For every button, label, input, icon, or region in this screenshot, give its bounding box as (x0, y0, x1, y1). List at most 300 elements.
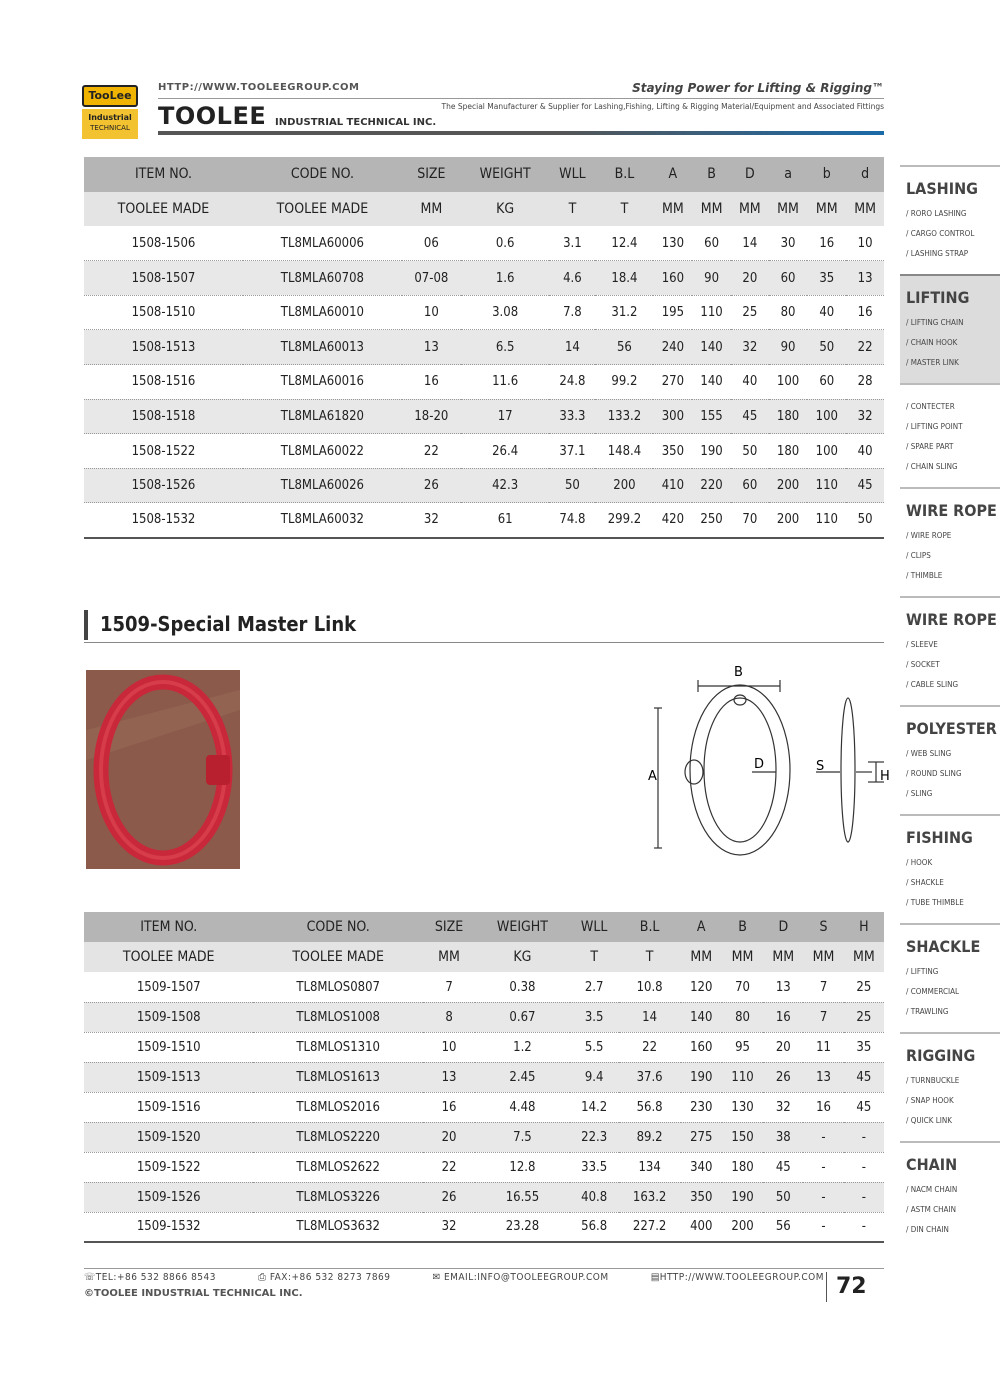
table-cell: 61 (461, 503, 550, 538)
table-cell: 1508-1532 (84, 503, 243, 538)
table-cell: 100 (807, 434, 846, 469)
column-header: d (861, 166, 870, 183)
table-cell: - (803, 1152, 843, 1182)
column-header: B (707, 166, 716, 183)
dim-label-h: H (880, 769, 890, 784)
table-row (84, 261, 884, 296)
column-header: S (819, 919, 828, 935)
column-header: b (822, 166, 831, 183)
table-cell: 70 (731, 503, 769, 538)
table-row (84, 1092, 884, 1122)
table-cell: 95 (722, 1032, 763, 1062)
table-cell: - (803, 1212, 843, 1242)
column-unit: T (590, 948, 599, 965)
table-row (84, 1002, 884, 1032)
table-cell: 1508-1526 (84, 468, 243, 503)
column-unit: MM (690, 948, 713, 965)
special-master-link-table-1509 (84, 912, 884, 1243)
column-unit: MM (438, 948, 460, 965)
table-cell: 11 (803, 1032, 843, 1062)
dim-label-s: S (816, 759, 825, 774)
table-cell: 140 (692, 330, 731, 365)
footer-divider (84, 1268, 884, 1269)
table-cell: 56.8 (570, 1212, 619, 1242)
column-header: SIZE (434, 919, 464, 935)
table-cell: 1508-1516 (84, 365, 243, 400)
table-cell: TL8MLA60022 (243, 434, 402, 469)
table-cell: 26 (402, 468, 461, 503)
table-cell: 80 (722, 1002, 763, 1032)
table-cell: 56 (763, 1212, 803, 1242)
sidebar-category[interactable] (900, 383, 1000, 487)
column-unit: T (645, 948, 654, 965)
table-cell: 99.2 (595, 365, 653, 400)
table-cell: 1508-1513 (84, 330, 243, 365)
table-cell: 14.2 (570, 1092, 619, 1122)
table-cell: 40 (846, 434, 884, 469)
table-cell: TL8MLA60010 (243, 295, 402, 330)
table-cell: - (844, 1182, 884, 1212)
column-unit: TOOLEE MADE (276, 200, 369, 217)
table-cell: 110 (692, 295, 731, 330)
sidebar-item[interactable]: / SLING (906, 789, 933, 798)
sidebar-category-title[interactable]: RIGGING (906, 1046, 976, 1065)
dim-label-b: B (734, 665, 743, 680)
table-cell: 10 (423, 1032, 475, 1062)
table-cell: 110 (722, 1062, 763, 1092)
master-link-diagram (630, 660, 900, 870)
column-header: B (738, 919, 747, 935)
table-cell: 0.6 (461, 226, 550, 261)
table-cell: 220 (692, 468, 731, 503)
table-cell: 180 (769, 434, 808, 469)
header-accent-bar (158, 131, 884, 135)
table-cell: 26 (423, 1182, 475, 1212)
product-photo (86, 670, 240, 869)
dim-label-d: D (754, 757, 765, 772)
table-cell: 45 (846, 468, 884, 503)
page-number: 72 (836, 1274, 867, 1299)
table-cell: 42.3 (461, 468, 550, 503)
table-cell: 25 (844, 972, 884, 1002)
table-cell: 50 (731, 434, 769, 469)
table-cell: 56 (595, 330, 653, 365)
table-cell: 100 (769, 365, 808, 400)
table-cell: TL8MLOS3632 (253, 1212, 422, 1242)
table-cell: 90 (769, 330, 808, 365)
table-cell: TL8MLA60016 (243, 365, 402, 400)
table-cell: 130 (653, 226, 692, 261)
table-cell: 200 (722, 1212, 763, 1242)
table-cell: 32 (763, 1092, 803, 1122)
column-unit: MM (854, 200, 876, 217)
table-cell: 1508-1522 (84, 434, 243, 469)
sidebar-category[interactable] (900, 1032, 1000, 1141)
table-cell: 33.3 (549, 399, 595, 434)
sidebar-category-title[interactable]: POLYESTER (906, 719, 997, 738)
table-row (84, 330, 884, 365)
sidebar-item[interactable]: / TUBE THIMBLE (906, 898, 964, 907)
table-row (84, 972, 884, 1002)
table-cell: 25 (844, 1002, 884, 1032)
table-cell: 13 (803, 1062, 843, 1092)
sidebar-item[interactable]: / CHAIN HOOK (906, 338, 958, 347)
table-cell: 16 (763, 1002, 803, 1032)
column-unit: MM (420, 200, 443, 217)
table-cell: 35 (807, 261, 846, 296)
header-url[interactable]: HTTP://WWW.TOOLEEGROUP.COM (158, 82, 360, 93)
table-cell: 45 (731, 399, 769, 434)
master-link-photo (86, 670, 240, 869)
table-cell: 410 (653, 468, 692, 503)
sidebar-category-title[interactable]: CHAIN (906, 1155, 958, 1174)
table-cell: 160 (681, 1032, 722, 1062)
table-cell: 13 (402, 330, 461, 365)
column-header: H (859, 919, 869, 935)
tagline: The Special Manufacturer & Supplier for Lashing,Fishing, Lifting & Rigging Material/Equipment and Associated Fittings (441, 102, 884, 111)
table-cell: 28 (846, 365, 884, 400)
sidebar-item[interactable]: / LIFTING POINT (906, 422, 963, 431)
table-cell: 37.1 (549, 434, 595, 469)
table-cell: TL8MLA60013 (243, 330, 402, 365)
table-row (84, 365, 884, 400)
table-cell: 23.28 (475, 1212, 569, 1242)
column-header: SIZE (417, 166, 446, 183)
table-cell: 160 (653, 261, 692, 296)
table-header-row (84, 157, 884, 192)
table-cell: 7 (423, 972, 475, 1002)
sidebar-item[interactable]: / CARGO CONTROL (906, 229, 975, 238)
table-cell: 240 (653, 330, 692, 365)
footer-copyright: ©TOOLEE INDUSTRIAL TECHNICAL INC. (84, 1288, 303, 1299)
table-cell: TL8MLA60006 (243, 226, 402, 261)
table-cell: 74.8 (549, 503, 595, 538)
table-cell: TL8MLOS1613 (253, 1062, 422, 1092)
column-unit: MM (815, 200, 838, 217)
table-row (84, 1182, 884, 1212)
column-unit: KG (496, 200, 515, 217)
table-cell: TL8MLOS0807 (253, 972, 422, 1002)
table-cell: 340 (681, 1152, 722, 1182)
column-unit: T (568, 200, 577, 217)
table-cell: 180 (769, 399, 808, 434)
table-row (84, 226, 884, 261)
sidebar-item[interactable]: / NACM CHAIN (906, 1185, 958, 1194)
table-cell: 140 (692, 365, 731, 400)
table-cell: 7 (803, 972, 843, 1002)
table-cell: 140 (681, 1002, 722, 1032)
table-cell: 200 (769, 503, 808, 538)
column-unit: MM (731, 948, 754, 965)
sidebar-category-title[interactable]: WIRE ROPE (906, 610, 997, 629)
table-cell: 24.8 (549, 365, 595, 400)
table-cell: 10 (846, 226, 884, 261)
table-row (84, 1212, 884, 1242)
column-unit: MM (772, 948, 795, 965)
sidebar-item[interactable]: / WEB SLING (906, 749, 952, 758)
table-cell: 227.2 (619, 1212, 681, 1242)
sidebar-category[interactable] (900, 487, 1000, 596)
table-cell: 45 (763, 1152, 803, 1182)
sidebar-item[interactable]: / TURNBUCKLE (906, 1076, 960, 1085)
table-cell: 32 (846, 399, 884, 434)
logo-subtitle (82, 109, 138, 139)
column-unit: MM (812, 948, 835, 965)
table-cell: 163.2 (619, 1182, 681, 1212)
table-cell: 32 (402, 503, 461, 538)
table-cell: 6.5 (461, 330, 550, 365)
table-cell: 14 (619, 1002, 681, 1032)
table-header-row (84, 912, 884, 942)
column-header: B.L (614, 166, 635, 183)
column-unit: KG (513, 948, 532, 965)
footer-fax: ⎙ FAX:+86 532 8273 7869 (258, 1272, 391, 1283)
sidebar-category-title[interactable]: LASHING (906, 179, 978, 198)
table-cell: 155 (692, 399, 731, 434)
table-cell: 420 (653, 503, 692, 538)
table-cell: 11.6 (461, 365, 550, 400)
table-cell: 22.3 (570, 1122, 619, 1152)
table-cell: 50 (763, 1182, 803, 1212)
sidebar-category[interactable] (900, 596, 1000, 705)
sidebar-item[interactable]: / SPARE PART (906, 442, 954, 451)
sidebar-item[interactable]: / SNAP HOOK (906, 1096, 954, 1105)
table-cell: 16 (402, 365, 461, 400)
table-subheader-row (84, 942, 884, 972)
brand-name: TOOLEE (158, 102, 267, 130)
table-cell: 45 (844, 1092, 884, 1122)
sidebar-item[interactable]: / LIFTING CHAIN (906, 318, 964, 327)
sidebar-item[interactable]: / LASHING STRAP (906, 249, 969, 258)
table-cell: 200 (769, 468, 808, 503)
table-cell: 16 (423, 1092, 475, 1122)
sidebar-item[interactable]: / DIN CHAIN (906, 1225, 949, 1234)
table-cell: 22 (402, 434, 461, 469)
table-cell: - (844, 1212, 884, 1242)
sidebar-item[interactable]: / RORO LASHING (906, 209, 967, 218)
sidebar-category[interactable] (900, 814, 1000, 923)
sidebar-category[interactable] (900, 923, 1000, 1032)
table-cell: 35 (844, 1032, 884, 1062)
table-cell: 110 (807, 503, 846, 538)
column-header: B.L (639, 919, 660, 935)
table-cell: 06 (402, 226, 461, 261)
column-unit: MM (700, 200, 723, 217)
footer-email[interactable]: ✉ EMAIL:INFO@TOOLEEGROUP.COM (432, 1272, 609, 1283)
column-unit: TOOLEE MADE (117, 200, 210, 217)
table-cell: 0.67 (475, 1002, 569, 1032)
table-cell: 07-08 (402, 261, 461, 296)
table-cell: 180 (722, 1152, 763, 1182)
table-cell: TL8MLA60032 (243, 503, 402, 538)
table-cell: 1508-1518 (84, 399, 243, 434)
company-logo (82, 85, 138, 139)
table-cell: 9.4 (570, 1062, 619, 1092)
sidebar-item[interactable]: / CONTECTER (906, 402, 955, 411)
sidebar-item[interactable]: / SOCKET (906, 660, 940, 669)
table-cell: TL8MLA60026 (243, 468, 402, 503)
table-cell: 1.2 (475, 1032, 569, 1062)
table-cell: 0.38 (475, 972, 569, 1002)
table-cell: 7.5 (475, 1122, 569, 1152)
table-row (84, 1062, 884, 1092)
brand-subtitle: INDUSTRIAL TECHNICAL INC. (275, 117, 437, 128)
sidebar-category-title[interactable]: LIFTING (906, 288, 970, 307)
table-cell: 1509-1507 (84, 972, 253, 1002)
table-cell: 400 (681, 1212, 722, 1242)
table-cell: 13 (846, 261, 884, 296)
logo-sub1: Industrial (88, 113, 132, 122)
table-cell: 190 (692, 434, 731, 469)
table-cell: 22 (846, 330, 884, 365)
table-cell: 50 (549, 468, 595, 503)
table-cell: 110 (807, 468, 846, 503)
logo-text: TooLee (82, 85, 138, 107)
sidebar-item[interactable]: / ASTM CHAIN (906, 1205, 956, 1214)
sidebar-category[interactable] (900, 274, 1000, 383)
table-cell: 2.7 (570, 972, 619, 1002)
table-cell: 190 (681, 1062, 722, 1092)
sidebar-category[interactable] (900, 1141, 1000, 1250)
category-sidebar (900, 165, 1000, 1250)
logo-sub2: TECHNICAL (90, 124, 130, 132)
table-cell: 1509-1526 (84, 1182, 253, 1212)
table-cell: 1508-1506 (84, 226, 243, 261)
table-cell: 134 (619, 1152, 681, 1182)
sidebar-category[interactable] (900, 165, 1000, 274)
sidebar-item[interactable]: / SHACKLE (906, 878, 944, 887)
table-row (84, 1122, 884, 1152)
sidebar-item[interactable]: / TRAWLING (906, 1007, 949, 1016)
table-cell: 350 (681, 1182, 722, 1212)
table-cell: 37.6 (619, 1062, 681, 1092)
table-row (84, 503, 884, 538)
sidebar-item[interactable]: / WIRE ROPE (906, 531, 952, 540)
table-cell: 299.2 (595, 503, 653, 538)
sidebar-item[interactable]: / QUICK LINK (906, 1116, 953, 1125)
table-row (84, 1032, 884, 1062)
footer-tel: ☏TEL:+86 532 8866 8543 (84, 1272, 216, 1283)
table-cell: 60 (769, 261, 808, 296)
table-cell: TL8MLOS1310 (253, 1032, 422, 1062)
column-header: A (668, 166, 678, 183)
table-cell: 60 (807, 365, 846, 400)
table-row (84, 295, 884, 330)
table-cell: 31.2 (595, 295, 653, 330)
sidebar-item[interactable]: / ROUND SLING (906, 769, 962, 778)
table-cell: 16 (803, 1092, 843, 1122)
sidebar-item[interactable]: / CABLE SLING (906, 680, 959, 689)
table-cell: 1.6 (461, 261, 550, 296)
table-cell: 300 (653, 399, 692, 434)
sidebar-category-title[interactable]: FISHING (906, 828, 973, 847)
table-cell: 250 (692, 503, 731, 538)
footer-web[interactable]: ▤HTTP://WWW.TOOLEEGROUP.COM (650, 1272, 824, 1283)
table-cell: 38 (763, 1122, 803, 1152)
sidebar-category-title[interactable]: WIRE ROPE (906, 501, 997, 520)
column-unit: MM (661, 200, 684, 217)
table-cell: 26 (763, 1062, 803, 1092)
table-cell: 13 (763, 972, 803, 1002)
table-cell: 1508-1510 (84, 295, 243, 330)
table-cell: 350 (653, 434, 692, 469)
table-cell: 14 (549, 330, 595, 365)
table-cell: 12.8 (475, 1152, 569, 1182)
column-header: WEIGHT (496, 919, 548, 935)
table-cell: 40 (807, 295, 846, 330)
column-header: a (784, 166, 792, 183)
table-cell: 7.8 (549, 295, 595, 330)
table-row (84, 1152, 884, 1182)
table-cell: 32 (423, 1212, 475, 1242)
table-cell: 150 (722, 1122, 763, 1152)
table-cell: 45 (844, 1062, 884, 1092)
table-cell: TL8MLOS1008 (253, 1002, 422, 1032)
table-cell: 60 (692, 226, 731, 261)
column-header: D (744, 166, 755, 183)
table-cell: 50 (846, 503, 884, 538)
column-header: WEIGHT (479, 166, 531, 183)
table-row (84, 399, 884, 434)
table-row (84, 468, 884, 503)
sidebar-item[interactable]: / CHAIN SLING (906, 462, 958, 471)
table-cell: TL8MLA61820 (243, 399, 402, 434)
sidebar-item[interactable]: / SLEEVE (906, 640, 938, 649)
sidebar-category-title[interactable]: SHACKLE (906, 937, 981, 956)
table-cell: 1509-1508 (84, 1002, 253, 1032)
table-cell: 5.5 (570, 1032, 619, 1062)
column-header: WLL (580, 919, 608, 935)
table-cell: 10 (402, 295, 461, 330)
sidebar-item[interactable]: / THIMBLE (906, 571, 943, 580)
table-cell: 56.8 (619, 1092, 681, 1122)
table-cell: 60 (731, 468, 769, 503)
column-unit: TOOLEE MADE (292, 948, 384, 965)
column-unit: T (620, 200, 629, 217)
table-cell: 89.2 (619, 1122, 681, 1152)
table-cell: 1509-1513 (84, 1062, 253, 1092)
sidebar-item[interactable]: / COMMERCIAL (906, 987, 960, 996)
sidebar-item[interactable]: / LIFTING (906, 967, 939, 976)
table-cell: - (803, 1182, 843, 1212)
table-cell: 20 (763, 1032, 803, 1062)
table-cell: 195 (653, 295, 692, 330)
sidebar-item[interactable]: / HOOK (906, 858, 933, 867)
table-cell: 32 (731, 330, 769, 365)
sidebar-item[interactable]: / MASTER LINK (906, 358, 959, 367)
table-cell: 26.4 (461, 434, 550, 469)
table-cell: 3.1 (549, 226, 595, 261)
table-cell: 22 (619, 1032, 681, 1062)
section-divider (84, 642, 884, 643)
table-row (84, 434, 884, 469)
table-cell: 4.48 (475, 1092, 569, 1122)
table-cell: - (803, 1122, 843, 1152)
table-cell: 16 (846, 295, 884, 330)
sidebar-category[interactable] (900, 705, 1000, 814)
column-unit: MM (777, 200, 799, 217)
table-cell: 270 (653, 365, 692, 400)
table-cell: 1509-1520 (84, 1122, 253, 1152)
table-cell: 14 (731, 226, 769, 261)
table-cell: 80 (769, 295, 808, 330)
table-cell: 1509-1522 (84, 1152, 253, 1182)
table-cell: 2.45 (475, 1062, 569, 1092)
table-cell: 20 (423, 1122, 475, 1152)
sidebar-item[interactable]: / CLIPS (906, 551, 931, 560)
table-cell: 18.4 (595, 261, 653, 296)
column-header: WLL (559, 166, 586, 183)
